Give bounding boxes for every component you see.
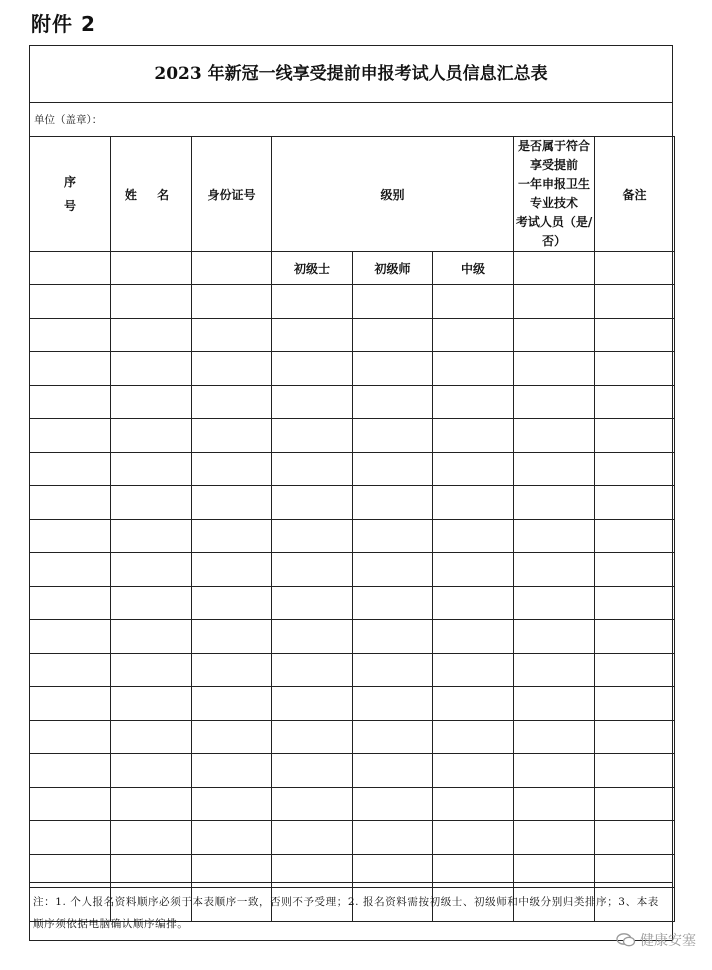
level-intermediate-cell[interactable] <box>433 620 514 654</box>
seq-header <box>30 137 111 252</box>
remarks-cell[interactable] <box>595 553 675 587</box>
seq-cell[interactable] <box>30 653 111 687</box>
name-cell[interactable] <box>111 385 192 419</box>
name-cell[interactable] <box>111 720 192 754</box>
remarks-cell[interactable] <box>595 754 675 788</box>
eligibility-cell[interactable] <box>514 787 595 821</box>
data-rows <box>30 285 675 922</box>
level-junior-cell[interactable] <box>353 285 433 319</box>
level-intermediate-cell[interactable] <box>433 318 514 352</box>
eligibility-cell[interactable] <box>514 754 595 788</box>
table-row <box>30 285 675 319</box>
remarks-cell[interactable] <box>595 620 675 654</box>
level-intermediate-cell[interactable] <box>433 452 514 486</box>
level-intermediate-cell[interactable] <box>433 720 514 754</box>
seq-cell[interactable] <box>30 787 111 821</box>
remarks-cell[interactable] <box>595 720 675 754</box>
eligibility-cell[interactable] <box>514 452 595 486</box>
seq-cell[interactable] <box>30 285 111 319</box>
level-junior-cell[interactable] <box>353 419 433 453</box>
eligibility-cell[interactable] <box>514 687 595 721</box>
level-junior-cell[interactable] <box>353 486 433 520</box>
level-junior-cell[interactable] <box>353 787 433 821</box>
table-row <box>30 385 675 419</box>
level-intermediate-cell[interactable] <box>433 687 514 721</box>
seq-cell[interactable] <box>30 452 111 486</box>
table-row <box>30 821 675 855</box>
level-junior-tech-cell[interactable] <box>272 787 353 821</box>
roster-table <box>29 136 675 922</box>
table-row <box>30 586 675 620</box>
table-row <box>30 754 675 788</box>
name-cell[interactable] <box>111 620 192 654</box>
level-junior-tech-cell[interactable] <box>272 352 353 386</box>
seq-cell[interactable] <box>30 821 111 855</box>
table-row <box>30 419 675 453</box>
seq-cell[interactable] <box>30 318 111 352</box>
remarks-cell[interactable] <box>595 318 675 352</box>
level-junior-tech-cell[interactable] <box>272 318 353 352</box>
seq-cell[interactable] <box>30 720 111 754</box>
form-title: 2023 年新冠一线享受提前申报考试人员信息汇总表 <box>30 46 672 103</box>
remarks-cell[interactable] <box>595 519 675 553</box>
header-row <box>30 137 675 252</box>
level-junior-cell[interactable] <box>353 318 433 352</box>
level-subheader-row <box>30 252 675 285</box>
seq-cell[interactable] <box>30 352 111 386</box>
name-cell[interactable] <box>111 419 192 453</box>
eligibility-line-2: 一年申报卫生专业技术 <box>518 177 591 210</box>
remarks-cell[interactable] <box>595 385 675 419</box>
id-number-cell[interactable] <box>192 452 272 486</box>
seq-cell[interactable] <box>30 385 111 419</box>
eligibility-cell[interactable] <box>514 318 595 352</box>
remarks-cell[interactable] <box>595 486 675 520</box>
remarks-cell[interactable] <box>595 821 675 855</box>
level-intermediate-cell[interactable] <box>433 519 514 553</box>
remarks-cell[interactable] <box>595 419 675 453</box>
name-cell[interactable] <box>111 285 192 319</box>
id-number-cell[interactable] <box>192 486 272 520</box>
level-intermediate-cell[interactable] <box>433 486 514 520</box>
id-number-cell[interactable] <box>192 620 272 654</box>
summary-form <box>29 45 673 941</box>
level-junior-header: 初级师 <box>353 252 433 285</box>
level-intermediate-cell[interactable] <box>433 821 514 855</box>
table-row <box>30 519 675 553</box>
unit-seal-field: 单位（盖章）： <box>30 103 672 137</box>
id-number-cell[interactable] <box>192 754 272 788</box>
eligibility-cell[interactable] <box>514 285 595 319</box>
eligibility-cell[interactable] <box>514 653 595 687</box>
level-intermediate-cell[interactable] <box>433 385 514 419</box>
remarks-cell[interactable] <box>595 452 675 486</box>
level-junior-cell[interactable] <box>353 754 433 788</box>
name-cell[interactable] <box>111 452 192 486</box>
level-junior-tech-cell[interactable] <box>272 452 353 486</box>
id-number-cell[interactable] <box>192 653 272 687</box>
level-junior-tech-cell[interactable] <box>272 419 353 453</box>
level-intermediate-cell[interactable] <box>433 419 514 453</box>
level-junior-cell[interactable] <box>353 586 433 620</box>
remarks-cell[interactable] <box>595 687 675 721</box>
name-cell[interactable] <box>111 486 192 520</box>
eligibility-cell[interactable] <box>514 486 595 520</box>
level-junior-cell[interactable] <box>353 553 433 587</box>
eligibility-line-3: 考试人员（是/否） <box>515 215 593 248</box>
remarks-cell[interactable] <box>595 787 675 821</box>
name-cell[interactable] <box>111 318 192 352</box>
level-junior-tech-cell[interactable] <box>272 720 353 754</box>
footnote: 注：1. 个人报名资料顺序必须于本表顺序一致，否则不予受理；2. 报名资料需按初级士、初级师和中级分别归类排序；3、本表顺序须依据电脑确认顺序编排。 <box>30 882 672 940</box>
level-junior-tech-cell[interactable] <box>272 385 353 419</box>
eligibility-cell[interactable] <box>514 352 595 386</box>
id-number-header: 身份证号 <box>192 137 272 252</box>
level-intermediate-cell[interactable] <box>433 754 514 788</box>
table-row <box>30 452 675 486</box>
blank-cell <box>514 252 595 285</box>
id-number-cell[interactable] <box>192 352 272 386</box>
level-junior-cell[interactable] <box>353 452 433 486</box>
id-number-cell[interactable] <box>192 419 272 453</box>
seq-cell[interactable] <box>30 754 111 788</box>
level-junior-tech-cell[interactable] <box>272 620 353 654</box>
id-number-cell[interactable] <box>192 519 272 553</box>
id-number-cell[interactable] <box>192 318 272 352</box>
level-junior-cell[interactable] <box>353 620 433 654</box>
eligibility-line-1: 是否属于符合享受提前 <box>518 139 591 172</box>
seq-cell[interactable] <box>30 419 111 453</box>
name-cell[interactable] <box>111 754 192 788</box>
level-junior-tech-cell[interactable] <box>272 821 353 855</box>
level-intermediate-cell[interactable] <box>433 352 514 386</box>
name-cell[interactable] <box>111 519 192 553</box>
eligibility-cell[interactable] <box>514 519 595 553</box>
id-number-cell[interactable] <box>192 720 272 754</box>
name-cell[interactable] <box>111 553 192 587</box>
eligibility-cell[interactable] <box>514 586 595 620</box>
level-intermediate-cell[interactable] <box>433 787 514 821</box>
level-junior-cell[interactable] <box>353 352 433 386</box>
level-intermediate-cell[interactable] <box>433 586 514 620</box>
table-row <box>30 620 675 654</box>
level-junior-tech-cell[interactable] <box>272 586 353 620</box>
remarks-cell[interactable] <box>595 352 675 386</box>
table-row <box>30 352 675 386</box>
remarks-cell[interactable] <box>595 653 675 687</box>
level-header: 级别 <box>272 137 514 252</box>
level-junior-cell[interactable] <box>353 385 433 419</box>
table-row <box>30 687 675 721</box>
level-intermediate-cell[interactable] <box>433 285 514 319</box>
level-junior-cell[interactable] <box>353 653 433 687</box>
id-number-cell[interactable] <box>192 821 272 855</box>
eligibility-cell[interactable] <box>514 620 595 654</box>
wechat-icon <box>616 933 636 947</box>
eligibility-cell[interactable] <box>514 821 595 855</box>
blank-cell <box>30 252 111 285</box>
seq-cell[interactable] <box>30 586 111 620</box>
id-number-cell[interactable] <box>192 385 272 419</box>
level-junior-tech-cell[interactable] <box>272 687 353 721</box>
attachment-label: 附件 2 <box>31 12 96 36</box>
table-row <box>30 787 675 821</box>
seq-cell[interactable] <box>30 486 111 520</box>
level-junior-tech-cell[interactable] <box>272 486 353 520</box>
level-junior-tech-cell[interactable] <box>272 653 353 687</box>
name-header: 姓 名 <box>111 137 192 252</box>
level-intermediate-cell[interactable] <box>433 653 514 687</box>
name-cell[interactable] <box>111 586 192 620</box>
level-junior-tech-cell[interactable] <box>272 754 353 788</box>
level-junior-tech-cell[interactable] <box>272 553 353 587</box>
seq-header-bottom: 号 <box>63 199 76 213</box>
name-cell[interactable] <box>111 787 192 821</box>
watermark <box>616 930 696 950</box>
level-intermediate-cell[interactable] <box>433 553 514 587</box>
seq-cell[interactable] <box>30 620 111 654</box>
name-cell[interactable] <box>111 687 192 721</box>
id-number-cell[interactable] <box>192 285 272 319</box>
level-junior-cell[interactable] <box>353 720 433 754</box>
eligibility-cell[interactable] <box>514 385 595 419</box>
level-junior-cell[interactable] <box>353 519 433 553</box>
level-intermediate-header: 中级 <box>433 252 514 285</box>
level-junior-cell[interactable] <box>353 821 433 855</box>
blank-cell <box>111 252 192 285</box>
table-row <box>30 553 675 587</box>
level-junior-tech-header: 初级士 <box>272 252 353 285</box>
level-junior-tech-cell[interactable] <box>272 519 353 553</box>
seq-cell[interactable] <box>30 553 111 587</box>
eligibility-cell[interactable] <box>514 419 595 453</box>
name-cell[interactable] <box>111 352 192 386</box>
watermark-text: 健康安塞 <box>640 933 696 949</box>
id-number-cell[interactable] <box>192 787 272 821</box>
level-junior-cell[interactable] <box>353 687 433 721</box>
table-row <box>30 486 675 520</box>
level-junior-tech-cell[interactable] <box>272 285 353 319</box>
name-cell[interactable] <box>111 653 192 687</box>
seq-header-top: 序 <box>63 175 76 189</box>
id-number-cell[interactable] <box>192 553 272 587</box>
blank-cell <box>595 252 675 285</box>
table-row <box>30 720 675 754</box>
eligibility-cell[interactable] <box>514 720 595 754</box>
remarks-cell[interactable] <box>595 586 675 620</box>
name-cell[interactable] <box>111 821 192 855</box>
remarks-cell[interactable] <box>595 285 675 319</box>
seq-cell[interactable] <box>30 519 111 553</box>
eligibility-cell[interactable] <box>514 553 595 587</box>
blank-cell <box>192 252 272 285</box>
remarks-header: 备注 <box>595 137 675 252</box>
id-number-cell[interactable] <box>192 687 272 721</box>
table-row <box>30 318 675 352</box>
eligibility-header <box>514 137 595 252</box>
table-row <box>30 653 675 687</box>
seq-cell[interactable] <box>30 687 111 721</box>
id-number-cell[interactable] <box>192 586 272 620</box>
